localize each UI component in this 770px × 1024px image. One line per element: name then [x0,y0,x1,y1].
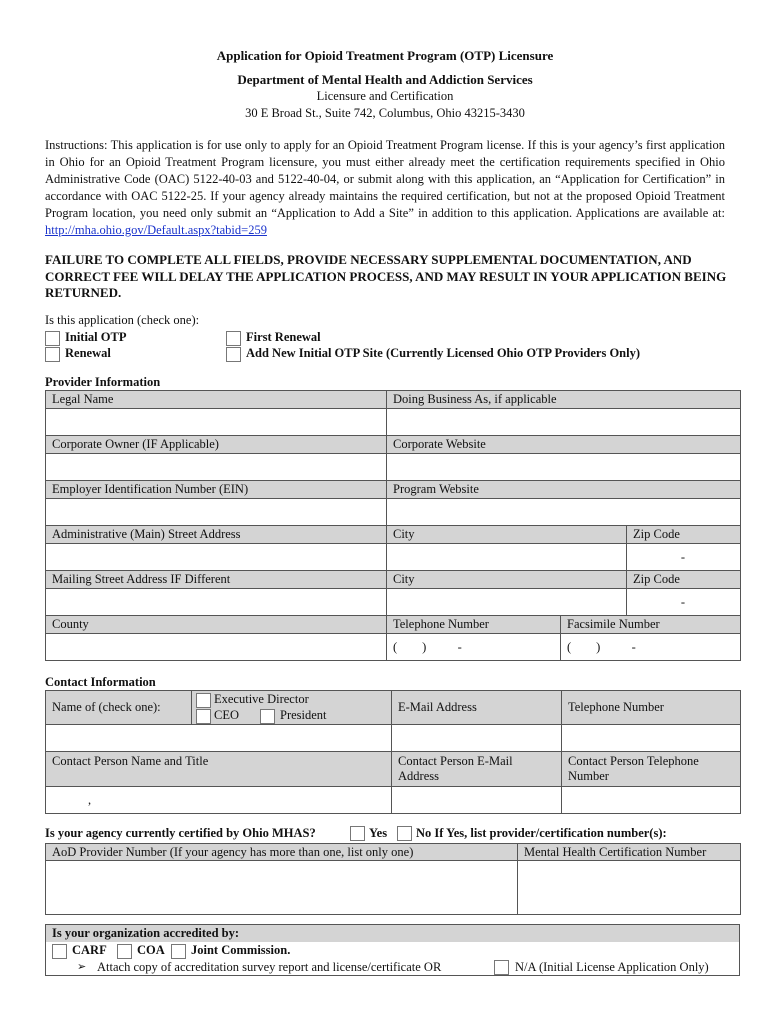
coa-label: COA [137,943,165,957]
name-field[interactable] [46,725,392,752]
carf-checkbox[interactable] [52,944,67,959]
contact-person-email-field[interactable] [392,787,562,814]
president-label: President [280,708,327,722]
first-renewal-checkbox[interactable] [226,331,241,346]
certified-no-label: No If Yes, list provider/certification number(s): [416,826,667,840]
admin-address-field[interactable] [46,544,387,571]
accreditation-box [45,924,740,976]
president-checkbox[interactable] [260,709,275,724]
contact-person-name-field[interactable]: , [46,787,392,814]
joint-commission-label: Joint Commission. [191,943,291,957]
accreditation-question: Is your organization accredited by: [52,926,240,940]
county-field[interactable] [46,634,387,661]
fax-field[interactable]: ( ) - [561,634,741,661]
title-options [192,691,392,725]
na-label: N/A (Initial License Application Only) [515,960,709,974]
program-website-field[interactable] [387,499,741,526]
bullet-arrow-icon: ➢ [77,961,87,973]
ceo-checkbox[interactable] [196,709,211,724]
county-label: County [46,616,387,634]
instructions [45,137,725,239]
contact-person-phone-label: Contact Person Telephone Number [562,752,741,787]
add-site-label: Add New Initial OTP Site (Currently Licensed Ohio OTP Providers Only) [246,346,641,360]
initial-otp-label: Initial OTP [65,330,127,344]
joint-commission-checkbox[interactable] [171,944,186,959]
contact-person-name-label: Contact Person Name and Title [46,752,392,787]
mh-cert-field[interactable] [518,861,741,915]
certification-table [45,843,741,915]
corp-website-field[interactable] [387,454,741,481]
contact-heading: Contact Information [45,675,156,689]
mailing-city-field[interactable] [387,589,627,616]
department-address: 30 E Broad St., Suite 742, Columbus, Ohio 43215-3430 [245,106,525,120]
mh-cert-label: Mental Health Certification Number [518,844,741,861]
mailing-zip-label: Zip Code [627,571,741,589]
corp-owner-field[interactable] [46,454,387,481]
form-title: Application for Opioid Treatment Program (OTP) Licensure [216,48,554,63]
name-of-label: Name of (check one): [46,691,192,725]
dba-field[interactable] [387,409,741,436]
corp-owner-label: Corporate Owner (IF Applicable) [46,436,387,454]
legal-name-label: Legal Name [46,391,387,409]
first-renewal-label: First Renewal [246,330,321,344]
admin-city-field[interactable] [387,544,627,571]
dba-label: Doing Business As, if applicable [387,391,741,409]
attach-instruction: Attach copy of accreditation survey report and license/certificate OR [97,960,442,974]
corp-website-label: Corporate Website [387,436,741,454]
ein-field[interactable] [46,499,387,526]
mailing-address-label: Mailing Street Address IF Different [46,571,387,589]
ein-label: Employer Identification Number (EIN) [46,481,387,499]
contact-person-phone-field[interactable] [562,787,741,814]
renewal-checkbox[interactable] [45,347,60,362]
certified-yes-label: Yes [369,826,388,840]
renewal-label: Renewal [65,346,111,360]
legal-name-field[interactable] [46,409,387,436]
email-label: E-Mail Address [392,691,562,725]
contact-table [45,690,741,814]
coa-checkbox[interactable] [117,944,132,959]
initial-otp-checkbox[interactable] [45,331,60,346]
department-name: Department of Mental Health and Addiction Services [237,72,533,87]
admin-zip-field[interactable]: - [627,544,741,571]
mailing-address-field[interactable] [46,589,387,616]
admin-zip-label: Zip Code [627,526,741,544]
mailing-city-label: City [387,571,627,589]
provider-heading: Provider Information [45,375,161,389]
certified-yes-checkbox[interactable] [350,826,365,841]
certification-question: Is your agency currently certified by Ohio MHAS? [45,826,316,840]
na-checkbox[interactable] [494,960,509,975]
instructions-text: Instructions: This application is for use only to apply for an Opioid Treatment Program license. If this is your agency’s first application in Ohio for an Opioid Treatment Program licensure, you must either already meet the certification requirements specified in Ohio Administrative Code (OAC) 5122-40-03 and 5122-40-04, or submit along with this application, an “Application for Certification” in accordance with OAC 5122-25. If your agency already maintains the required certification, but not at the proposed Opioid Treatment Program location, you need only submit an “Application to Add a Site” in addition to this application. Applications are available at: [45,138,725,220]
exec-director-label: Executive Director [214,692,309,706]
telephone-field[interactable]: ( ) - [387,634,561,661]
email-field[interactable] [392,725,562,752]
ceo-label: CEO [214,708,239,722]
warning-notice: FAILURE TO COMPLETE ALL FIELDS, PROVIDE NECESSARY SUPPLEMENTAL DOCUMENTATION, AND CORRECT FEE WILL DELAY THE APPLICATION PROCESS, AND MAY RESULT IN YOUR APPLICATION BEING RETURNED. [45,252,727,300]
program-website-label: Program Website [387,481,741,499]
exec-director-checkbox[interactable] [196,693,211,708]
admin-address-label: Administrative (Main) Street Address [46,526,387,544]
add-site-checkbox[interactable] [226,347,241,362]
contact-person-email-label: Contact Person E-Mail Address [392,752,562,787]
division-name: Licensure and Certification [316,89,454,103]
mailing-zip-field[interactable]: - [627,589,741,616]
aod-label: AoD Provider Number (If your agency has more than one, list only one) [46,844,518,861]
admin-city-label: City [387,526,627,544]
contact-telephone-label: Telephone Number [562,691,741,725]
telephone-label: Telephone Number [387,616,561,634]
certified-no-checkbox[interactable] [397,826,412,841]
applications-link[interactable]: http://mha.ohio.gov/Default.aspx?tabid=259 [45,223,267,237]
provider-table [45,390,741,661]
telephone-field-contact[interactable] [562,725,741,752]
carf-label: CARF [72,943,107,957]
app-type-question: Is this application (check one): [45,313,200,327]
aod-field[interactable] [46,861,518,915]
fax-label: Facsimile Number [561,616,741,634]
